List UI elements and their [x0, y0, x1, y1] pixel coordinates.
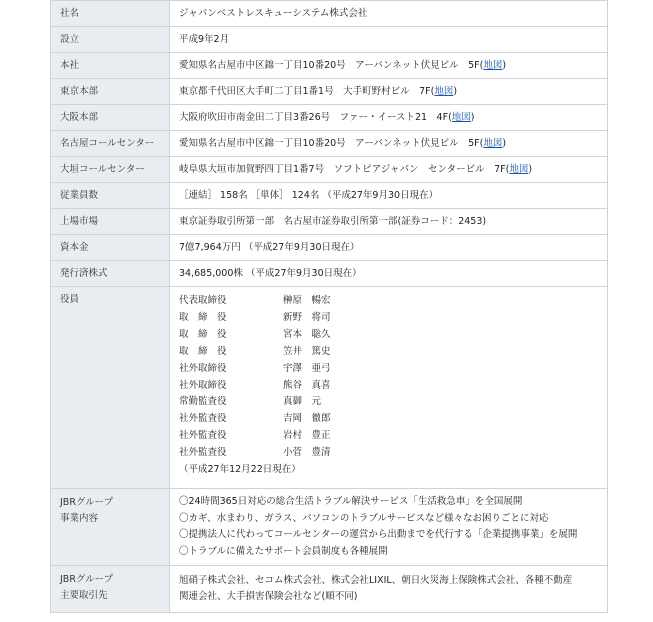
partners-line: 旭硝子株式会社、セコム株式会社、株式会社LIXIL、朝日火災海上保険株式会社、各種不動産 [179, 574, 573, 586]
row-label: JBRグループ 主要取引先 [51, 566, 170, 613]
map-link[interactable]: 地図 [434, 85, 454, 97]
table-row [51, 79, 608, 105]
officer-title: 社外取締役 [179, 379, 227, 391]
table-row [51, 53, 608, 79]
officers-as-of-note: （平成27年12月22日現在） [179, 464, 301, 476]
table-row [51, 183, 608, 209]
officer-title: 取 締 役 [179, 345, 227, 357]
business-description [170, 489, 608, 566]
map-link[interactable]: 地図 [509, 163, 529, 175]
row-label: 発行済株式 [51, 261, 170, 287]
table-row [51, 235, 608, 261]
officer-name: 新野 将司 [283, 311, 331, 323]
officer-name: 吉岡 徹郎 [283, 413, 331, 425]
business-line: 〇24時間365日対応の総合生活トラブル解決サービス「生活救急車」を全国展開 [179, 496, 523, 507]
officer-name: 岩村 豊正 [283, 430, 331, 442]
partners-line: 関連会社、大手損害保険会社など(順不同) [179, 591, 358, 602]
row-value: 東京都千代田区大手町二丁目1番1号 大手町野村ビル 7F(地図) [170, 79, 608, 105]
row-label: 設立 [51, 27, 170, 53]
officer-name: 笠井 篤史 [283, 345, 331, 357]
officer-name: 榊原 暢宏 [283, 295, 331, 306]
table-row [51, 261, 608, 287]
company-info-table [50, 0, 608, 613]
business-line: 〇カギ、水まわり、ガラス、パソコンのトラブルサービスなど様々なお困りごとに対応 [179, 512, 549, 524]
row-label: 社名 [51, 1, 170, 27]
business-row [51, 489, 608, 566]
officer-title: 取 締 役 [179, 311, 227, 323]
company-profile [50, 0, 607, 613]
officer-name: 小菅 豊清 [283, 447, 331, 459]
row-value: 岐阜県大垣市加賀野四丁目1番7号 ソフトピアジャパン センタービル 7F(地図) [170, 157, 608, 183]
row-label: 東京本部 [51, 79, 170, 105]
officer-title: 社外監査役 [179, 430, 227, 442]
officer-name: 宇澤 亜弓 [283, 362, 331, 374]
row-label: 資本金 [51, 235, 170, 261]
table-row [51, 1, 608, 27]
partners-list [170, 566, 608, 613]
row-label: 名古屋コールセンター [51, 131, 170, 157]
row-value: ジャパンベストレスキューシステム株式会社 [170, 1, 608, 27]
business-line: 〇提携法人に代わってコールセンターの運営から出動までを代行する「企業提携事業」を展開 [179, 529, 578, 540]
row-value: 愛知県名古屋市中区錦一丁目10番20号 アーバンネット伏見ビル 5F(地図) [170, 53, 608, 79]
table-row [51, 105, 608, 131]
row-value: 7億7,964万円 （平成27年9月30日現在） [170, 235, 608, 261]
officers-row [51, 287, 608, 489]
row-label: 従業員数 [51, 183, 170, 209]
row-value: 大阪府吹田市南金田二丁目3番26号 ファー・イースト21 4F(地図) [170, 105, 608, 131]
business-line: 〇トラブルに備えたサポート会員制度も各種展開 [179, 545, 388, 557]
officer-title: 社外監査役 [179, 413, 227, 425]
row-label: 役員 [51, 287, 170, 489]
table-row [51, 27, 608, 53]
row-label: 本社 [51, 53, 170, 79]
officer-title: 代表取締役 [179, 295, 227, 306]
officers-list [170, 287, 608, 489]
row-value: 平成9年2月 [170, 27, 608, 53]
officer-title: 常勤監査役 [179, 396, 227, 408]
row-value: 34,685,000株 （平成27年9月30日現在） [170, 261, 608, 287]
officer-name: 熊谷 真喜 [283, 379, 331, 391]
officer-title: 取 締 役 [179, 328, 227, 340]
row-value: ［連結］ 158名 ［単体］ 124名 （平成27年9月30日現在） [170, 183, 608, 209]
row-label: 上場市場 [51, 209, 170, 235]
map-link[interactable]: 地図 [451, 111, 471, 123]
table-row [51, 157, 608, 183]
partners-row [51, 566, 608, 613]
officer-title: 社外取締役 [179, 362, 227, 374]
row-label: JBRグループ 事業内容 [51, 489, 170, 566]
map-link[interactable]: 地図 [483, 137, 503, 149]
row-value: 愛知県名古屋市中区錦一丁目10番20号 アーバンネット伏見ビル 5F(地図) [170, 131, 608, 157]
officer-name: 真御 元 [283, 396, 322, 408]
table-row [51, 131, 608, 157]
officer-title: 社外監査役 [179, 447, 227, 459]
row-value: 東京証券取引所第一部 名古屋市証券取引所第一部(証券コード：2453) [170, 209, 608, 235]
row-label: 大阪本部 [51, 105, 170, 131]
table-row [51, 209, 608, 235]
officer-name: 宮本 聡久 [283, 328, 331, 340]
row-label: 大垣コールセンター [51, 157, 170, 183]
map-link[interactable]: 地図 [483, 59, 503, 71]
